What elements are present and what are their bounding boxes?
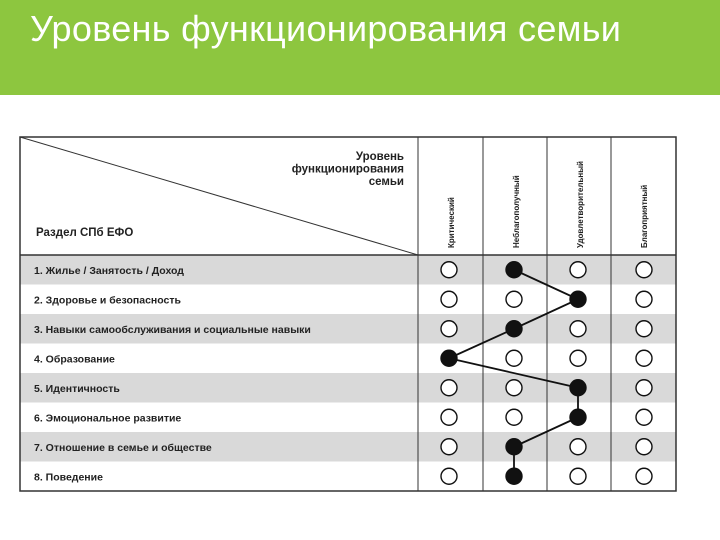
level-dot [636,291,652,307]
level-dot [506,409,522,425]
row-label: 7. Отношение в семье и обществе [34,441,212,454]
level-dot [441,409,457,425]
selected-level-dot [506,468,522,484]
level-dot [506,380,522,396]
level-dot [636,350,652,366]
header-level-label: Уровень [355,151,404,163]
selected-level-dot [506,321,522,337]
level-dot [570,321,586,337]
level-dot [636,380,652,396]
row-label: 1. Жилье / Занятость / Доход [34,264,184,277]
row-label: 2. Здоровье и безопасность [34,294,181,307]
header-section-label: Раздел СПб ЕФО [36,227,134,239]
column-header: Критический [447,197,456,248]
row-label: 3. Навыки самообслуживания и социальные навыки [34,323,311,336]
level-dot [441,439,457,455]
header-level-label: семьи [368,176,404,188]
level-dot [441,468,457,484]
level-dot [636,439,652,455]
level-dot [636,262,652,278]
selected-level-dot [570,409,586,425]
column-header: Неблагополучный [512,175,521,248]
level-dot [441,380,457,396]
selected-level-dot [570,291,586,307]
level-dot [441,291,457,307]
row-label: 6. Эмоциональное развитие [34,412,182,425]
level-dot [570,262,586,278]
column-header: Благоприятный [640,184,649,248]
level-dot [570,350,586,366]
selected-level-dot [506,439,522,455]
selected-level-dot [441,350,457,366]
level-dot [636,409,652,425]
level-dot [570,439,586,455]
selected-level-dot [506,262,522,278]
level-dot [636,468,652,484]
selected-level-dot [570,380,586,396]
level-dot [636,321,652,337]
level-dot [506,350,522,366]
level-dot [506,291,522,307]
slide-title: Уровень функционирования семьи [30,8,622,49]
column-header: Удовлетворительный [576,161,585,248]
level-dot [441,262,457,278]
row-label: 5. Идентичность [34,382,120,395]
row-label: 8. Поведение [34,471,103,484]
level-dot [570,468,586,484]
header-level-label: функционирования [291,163,404,176]
level-dot [441,321,457,337]
row-label: 4. Образование [34,353,115,366]
